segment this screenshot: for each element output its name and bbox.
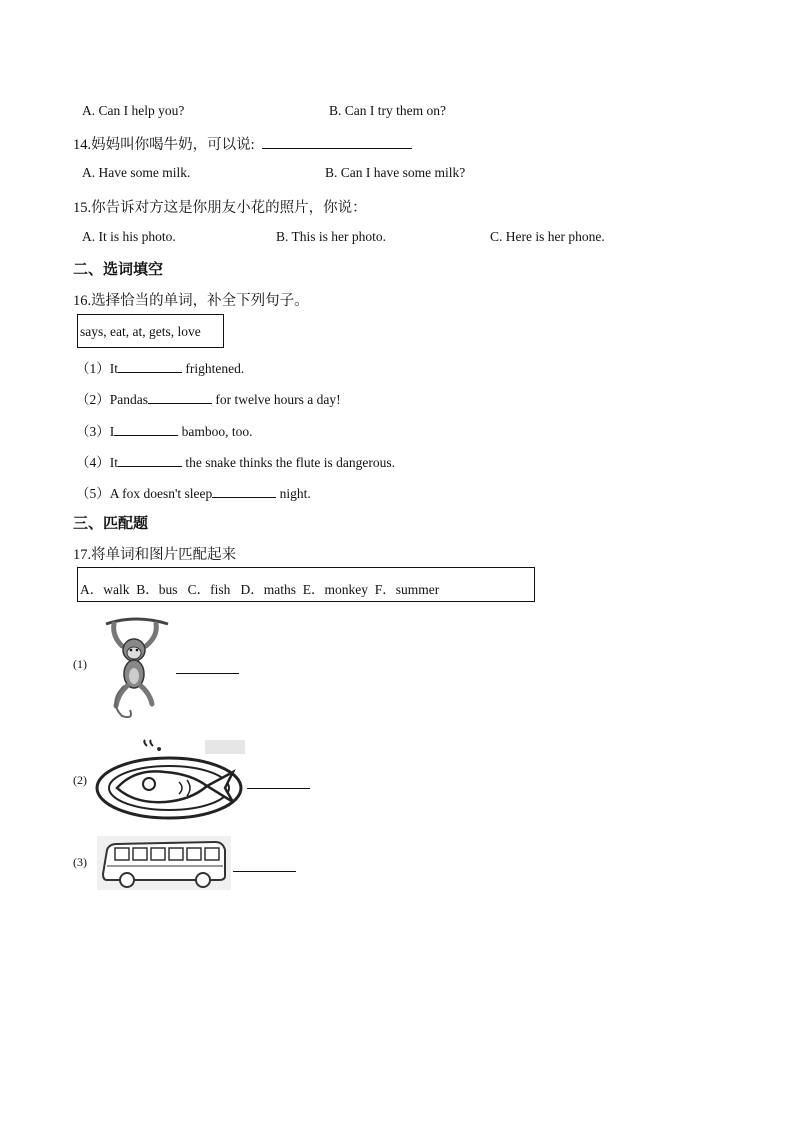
- q14-option-a: A. Have some milk.: [82, 165, 191, 180]
- q14-option-b: B. Can I have some milk?: [325, 165, 466, 180]
- item-number: （3）: [76, 424, 110, 439]
- item-text-before: It: [109, 361, 118, 376]
- section-3-title: 三、匹配题: [73, 516, 149, 532]
- q16-prompt: 16.选择恰当的单词，补全下列句子。: [73, 293, 309, 309]
- picture-1-answer-line: [176, 673, 239, 674]
- q17-prompt: 17.将单词和图片匹配起来: [73, 547, 237, 563]
- item-text-before: A fox doesn't sleep: [109, 486, 213, 501]
- fish-plate-picture: [95, 738, 247, 824]
- item-text-after: night.: [276, 486, 311, 501]
- picture-3-number: (3): [73, 855, 87, 869]
- monkey-picture: [100, 616, 172, 720]
- item-number: （4）: [76, 455, 110, 470]
- q13-option-b: B. Can I try them on?: [329, 103, 446, 118]
- item-text-before: I: [109, 424, 115, 439]
- q15-option-b: B. This is her photo.: [276, 229, 387, 244]
- q13-option-a: A. Can I help you?: [82, 103, 185, 118]
- item-blank: [118, 360, 182, 373]
- item-number: （2）: [76, 392, 110, 407]
- q16-item-3: [76, 420, 253, 440]
- picture-2-answer-line: [247, 788, 310, 789]
- q14-prompt: [73, 133, 412, 154]
- picture-1-number: (1): [73, 657, 87, 671]
- q16-item-5: [76, 482, 311, 502]
- item-text-before: It: [109, 455, 118, 470]
- q15-option-a: A. It is his photo.: [82, 229, 176, 244]
- picture-2-number: (2): [73, 773, 87, 787]
- item-text-after: the snake thinks the flute is dangerous.: [182, 455, 395, 470]
- item-blank: [118, 454, 182, 467]
- section-2-title: 二、选词填空: [73, 262, 164, 278]
- item-blank: [212, 485, 276, 498]
- picture-3-answer-line: [233, 871, 296, 872]
- item-blank: [148, 391, 212, 404]
- q17-word-bank: A．walk B．bus C．fish D．maths E．monkey F．summer: [80, 582, 440, 597]
- q16-item-1: [76, 357, 244, 377]
- item-text-after: frightened.: [182, 361, 245, 376]
- item-number: （1）: [76, 361, 110, 376]
- bus-picture: [97, 836, 231, 890]
- q16-word-bank: says, eat, at, gets, love: [80, 324, 201, 339]
- q16-item-2: [76, 388, 341, 408]
- q15-option-c: C. Here is her phone.: [490, 229, 605, 244]
- q14-answer-blank: [262, 136, 412, 149]
- q16-item-4: [76, 451, 395, 471]
- item-text-after: bamboo, too.: [178, 424, 253, 439]
- q15-prompt: 15.你告诉对方这是你朋友小花的照片，你说：: [73, 200, 367, 216]
- item-number: （5）: [76, 486, 110, 501]
- item-text-before: Pandas: [109, 392, 148, 407]
- item-text-after: for twelve hours a day!: [212, 392, 341, 407]
- q14-prompt-text: 14.妈妈叫你喝牛奶，可以说:: [73, 137, 255, 153]
- item-blank: [114, 423, 178, 436]
